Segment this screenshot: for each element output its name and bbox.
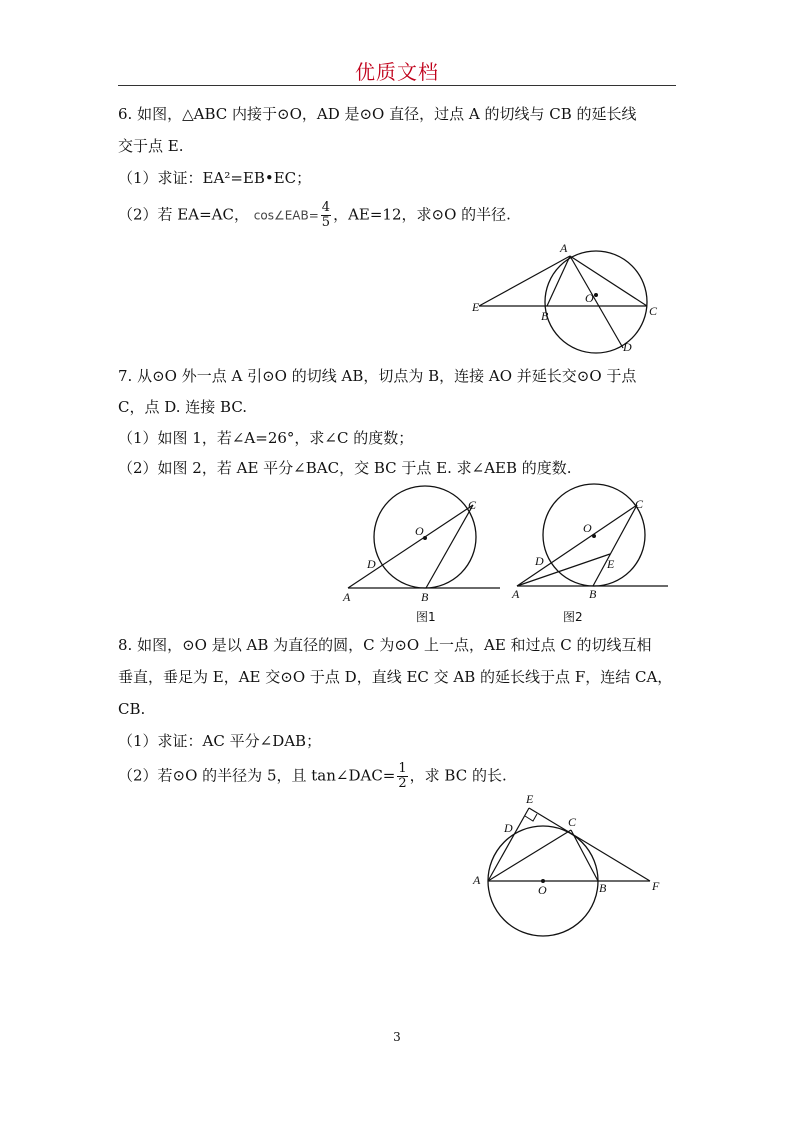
page-number: 3 [393,1030,401,1044]
q8-part-2 [118,762,507,791]
q7f2-label-E: E [607,557,615,571]
q6-label-A: A [560,241,568,255]
q8-fraction-numerator: 1 [398,761,407,776]
q8-label-F: F [652,879,660,893]
q7f2-line-BC [593,505,637,586]
q8-label-C: C [568,815,577,829]
q6-part-2-lead: （2）若 EA=AC， [118,205,249,224]
q7f1-label-B: B [421,590,429,604]
q7-part-2: （2）如图 2，若 AE 平分∠BAC，交 BC 于点 E. 求∠AEB 的度数. [118,459,572,477]
q6-center-dot [594,293,598,297]
q8-fraction [397,762,407,791]
q7f2-center-dot [592,534,596,538]
q6-line-2: 交于点 E. [118,137,184,155]
q6-part-2 [118,201,511,230]
q8-line-CB [571,830,598,881]
q8-line-1: 8. 如图，⊙O 是以 AB 为直径的圆，C 为⊙O 上一点，AE 和过点 C 的切线互相 [118,636,652,654]
q7-part-1: （1）如图 1，若∠A=26°，求∠C 的度数； [118,429,414,447]
q8-line-AE [488,808,529,881]
q7f1-label-D: D [367,557,376,571]
q6-line-AC [570,256,647,306]
q8-label-O: O [538,883,547,897]
q7f2-line-AC [517,505,637,586]
header-rule [118,85,676,86]
q8-right-angle-mark [525,814,537,821]
q8-fraction-denominator: 2 [398,776,407,791]
q7f1-line-BC [426,505,473,588]
q6-label-D: D [623,340,632,354]
q8-line-2: 垂直，垂足为 E，AE 交⊙O 于点 D，直线 EC 交 AB 的延长线于点 F，连结 CA， [118,668,673,686]
q7f1-label-C: C [468,498,477,512]
q7-figure-2 [510,480,675,625]
q7f2-caption: 图2 [563,610,583,624]
q6-line-AD [570,256,623,348]
q6-fraction-numerator: 4 [321,200,331,215]
q6-label-E: E [472,300,480,314]
q8-label-B: B [599,881,607,895]
q7f1-caption: 图1 [416,610,436,624]
q6-label-C: C [649,304,658,318]
q6-figure [460,235,670,355]
q6-line-EA [479,256,570,306]
q8-part-2-lead: （2）若⊙O 的半径为 5，且 tan∠DAC= [118,766,396,785]
q7f1-label-A: A [343,590,351,604]
q8-label-D: D [504,821,513,835]
q8-line-AC [488,830,571,881]
q7f2-label-B: B [589,587,597,601]
q8-figure [465,790,680,940]
q8-label-A: A [473,873,481,887]
q7-figure-1 [340,485,505,625]
q8-line-3: CB. [118,700,146,718]
q7f2-label-C: C [635,497,644,511]
q6-label-B: B [541,309,549,323]
q7f2-label-D: D [535,554,544,568]
q6-cos-expression: cos∠EAB= [253,208,319,223]
q8-part-1: （1）求证：AC 平分∠DAB； [118,732,322,750]
q7f2-label-O: O [583,521,592,535]
q6-part-1: （1）求证：EA²=EB•EC； [118,169,312,187]
q7f1-line-AC [348,505,473,588]
q6-line-AB [547,256,570,306]
q6-label-O: O [585,291,594,305]
q7-line-1: 7. 从⊙O 外一点 A 引⊙O 的切线 AB，切点为 B，连接 AO 并延长交⊙O 于点 [118,367,637,385]
q6-fraction [321,201,331,230]
page-header-title: 优质文档 [355,60,439,84]
q6-fraction-denominator: 5 [321,215,331,230]
q8-label-E: E [526,792,534,806]
q7f2-label-A: A [512,587,520,601]
q6-part-2-tail: ，AE=12，求⊙O 的半径. [333,205,511,224]
q7-line-2: C，点 D. 连接 BC. [118,398,248,416]
q8-part-2-tail: ，求 BC 的长. [409,766,507,785]
q7f1-label-O: O [415,524,424,538]
q6-line-1: 6. 如图，△ABC 内接于⊙O，AD 是⊙O 直径，过点 A 的切线与 CB 的延长线 [118,105,637,123]
